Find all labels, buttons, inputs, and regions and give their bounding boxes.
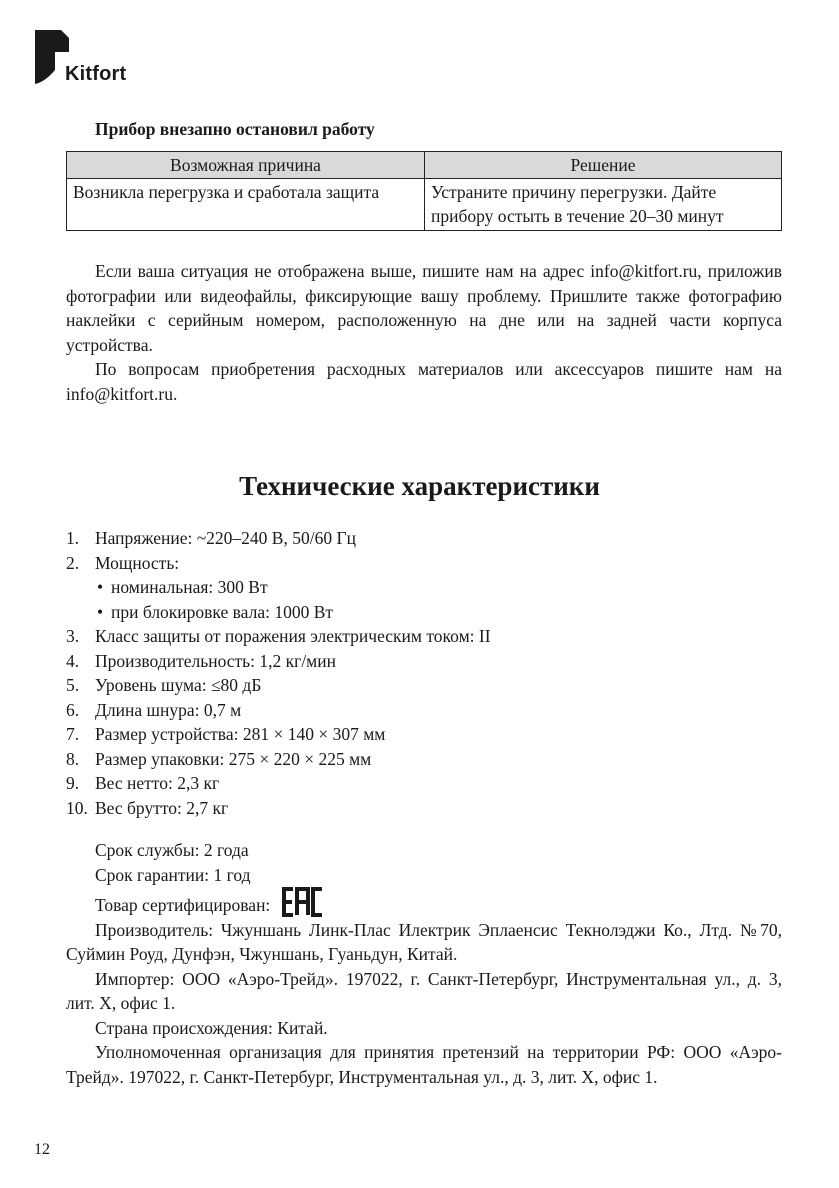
page-number: 12 [34, 1141, 50, 1158]
specs-title: Технические характеристики [239, 471, 600, 501]
item-text: Мощность: [95, 552, 180, 573]
item-number: 10. [66, 797, 88, 818]
item-number: 4. [66, 650, 80, 671]
authorized-organization: Уполномоченная организация для принятия претензий на территории РФ: ООО «Аэро-Трейд». 197022, г. Санкт-Петербург, Инструментальная ул., д. 3, лит. Х, офис 1. [66, 1042, 782, 1087]
header-cause: Возможная причина [67, 152, 425, 179]
trouble-table [66, 151, 782, 231]
contact-paragraph-1: Если ваша ситуация не отображена выше, пишите нам на адрес info@kitfort.ru, приложив фотографии или видеофайлы, фиксирующие вашу проблему. Пришлите также фотографию наклейки с серийным номером, расположенную на дне или на задней части корпуса устройства. [66, 261, 782, 355]
list-item [66, 722, 782, 747]
trouble-title: Прибор внезапно остановил работу [95, 119, 375, 139]
bullet-icon: • [97, 577, 104, 597]
manufacturer: Производитель: Чжуншань Линк-Плас Илектрик Эплаенсис Текнолэджи Ко., Лтд. №70, Суймин Роуд, Дунфэн, Чжуншань, Гуаньдун, Китай. [66, 919, 782, 964]
item-number: 9. [66, 773, 80, 793]
sub-item [95, 575, 782, 600]
contact-section [66, 259, 782, 406]
product-info [66, 838, 782, 1089]
item-number: 8. [66, 748, 80, 769]
power-sublist [95, 575, 782, 624]
origin: Страна происхождения: Китай. [95, 1017, 328, 1038]
cell-cause: Возникла перегрузка и сработала защита [67, 178, 425, 230]
brand-logo [35, 30, 155, 86]
list-item [66, 526, 782, 551]
list-item [66, 747, 782, 772]
eac-mark-icon [282, 887, 324, 917]
contact-paragraph-2: По вопросам приобретения расходных материалов или аксессуаров пишите нам на info@kitfort.ru. [66, 359, 782, 404]
list-item [66, 649, 782, 674]
item-number: 5. [66, 675, 80, 695]
list-item [66, 796, 782, 821]
item-text: Размер устройства: 281 × 140 × 307 мм [95, 724, 386, 744]
list-item [66, 551, 782, 625]
sub-item-text: при блокировке вала: 1000 Вт [111, 601, 334, 622]
item-number: 3. [66, 626, 80, 646]
service-life: Срок службы: 2 года [95, 840, 249, 860]
item-number: 6. [66, 699, 80, 720]
certification [66, 887, 782, 918]
item-text: Вес брутто: 2,7 кг [95, 797, 229, 818]
list-item [66, 698, 782, 723]
list-item [66, 673, 782, 698]
item-text: Уровень шума: ≤80 дБ [95, 675, 262, 695]
certified-label: Товар сертифицирован: [95, 895, 271, 915]
item-text: Производительность: 1,2 кг/мин [95, 650, 336, 671]
item-number: 7. [66, 724, 80, 744]
table-header-row [67, 152, 782, 179]
item-text: Размер упаковки: 275 × 220 × 225 мм [95, 748, 372, 769]
item-number: 1. [66, 528, 80, 548]
specs-list [66, 526, 782, 820]
bullet-icon: • [97, 601, 104, 622]
item-text: Вес нетто: 2,3 кг [95, 773, 220, 793]
header-solution: Решение [425, 152, 782, 179]
warranty: Срок гарантии: 1 год [95, 864, 251, 885]
list-item [66, 624, 782, 649]
list-item [66, 771, 782, 796]
item-number: 2. [66, 552, 80, 573]
brand-name: Kitfort [65, 63, 127, 85]
item-text: Класс защиты от поражения электрическим током: II [95, 626, 491, 646]
item-text: Длина шнура: 0,7 м [95, 699, 242, 720]
sub-item-text: номинальная: 300 Вт [111, 577, 268, 597]
kitfort-logo-icon [35, 30, 69, 84]
cell-solution: Устраните причину перегрузки. Дайте прибору остыть в течение 20–30 минут [425, 178, 782, 230]
item-text: Напряжение: ~220–240 В, 50/60 Гц [95, 528, 356, 548]
table-row [67, 178, 782, 230]
importer: Импортер: ООО «Аэро-Трейд». 197022, г. Санкт-Петербург, Инструментальная ул., д. 3, лит. Х, офис 1. [66, 968, 782, 1013]
sub-item [95, 600, 782, 625]
